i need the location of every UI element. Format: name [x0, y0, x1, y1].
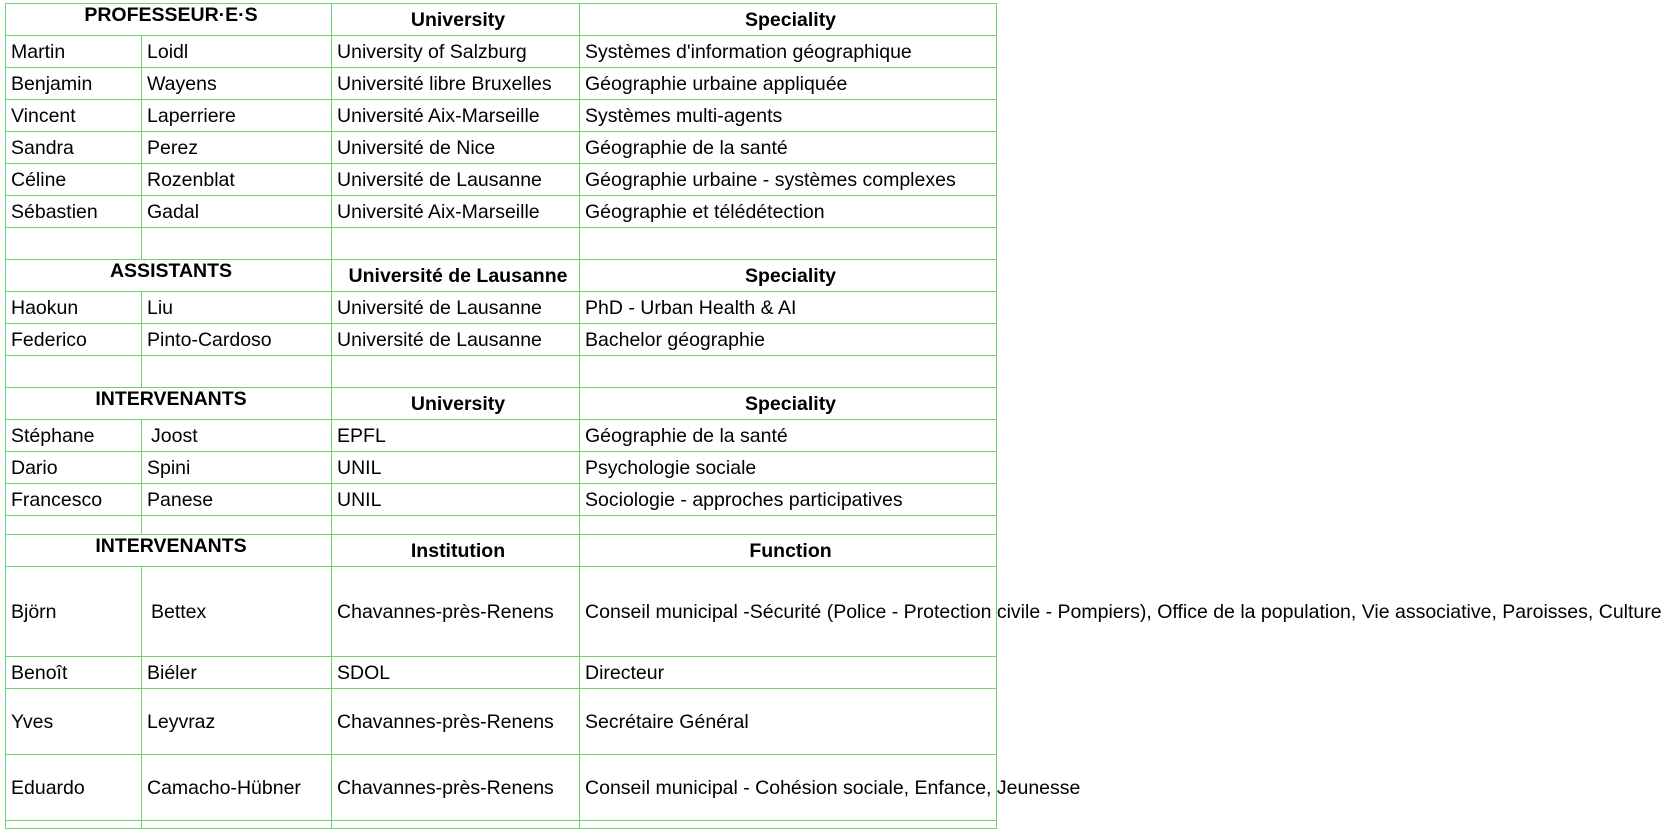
institution-cell[interactable]: Chavannes-près-Renens — [332, 689, 580, 755]
table-row — [6, 657, 997, 689]
first-name-cell[interactable]: Eduardo — [6, 755, 142, 821]
empty-cell[interactable] — [332, 516, 580, 535]
function-cell[interactable]: Conseil municipal -Sécurité (Police - Protection civile - Pompiers), Office de la population, Vie associative, Paroisses, Culture — [580, 567, 997, 657]
first-name-cell[interactable]: Sébastien — [6, 196, 142, 228]
header-cell[interactable]: Speciality — [580, 4, 997, 36]
header-cell[interactable]: Function — [580, 535, 997, 567]
institution-cell[interactable]: SDOL — [332, 657, 580, 689]
last-name-cell[interactable]: Liu — [142, 292, 332, 324]
speciality-cell[interactable]: Bachelor géographie — [580, 324, 997, 356]
table-row — [6, 164, 997, 196]
first-name-cell[interactable]: Francesco — [6, 484, 142, 516]
empty-cell[interactable] — [142, 821, 332, 829]
table-row — [6, 196, 997, 228]
empty-cell[interactable] — [580, 356, 997, 388]
university-cell[interactable]: UNIL — [332, 484, 580, 516]
section-header-row — [6, 4, 997, 36]
speciality-cell[interactable]: Géographie de la santé — [580, 420, 997, 452]
university-cell[interactable]: Université Aix-Marseille — [332, 196, 580, 228]
last-name-cell[interactable]: Biéler — [142, 657, 332, 689]
speciality-cell[interactable]: Systèmes d'information géographique — [580, 36, 997, 68]
first-name-cell[interactable]: Stéphane — [6, 420, 142, 452]
empty-cell[interactable] — [580, 516, 997, 535]
last-name-cell[interactable]: Rozenblat — [142, 164, 332, 196]
first-name-cell[interactable]: Vincent — [6, 100, 142, 132]
first-name-cell[interactable]: Sandra — [6, 132, 142, 164]
university-cell[interactable]: Université de Lausanne — [332, 164, 580, 196]
last-name-cell[interactable]: Pinto-Cardoso — [142, 324, 332, 356]
first-name-cell[interactable]: Martin — [6, 36, 142, 68]
empty-cell[interactable] — [142, 228, 332, 260]
table-row — [6, 68, 997, 100]
empty-cell[interactable] — [142, 356, 332, 388]
last-name-cell[interactable]: Panese — [142, 484, 332, 516]
header-cell[interactable]: Institution — [332, 535, 580, 567]
header-cell[interactable]: ASSISTANTS — [6, 260, 332, 292]
last-name-cell[interactable]: Leyvraz — [142, 689, 332, 755]
empty-cell[interactable] — [332, 356, 580, 388]
first-name-cell[interactable]: Haokun — [6, 292, 142, 324]
table-row — [6, 755, 997, 821]
table-row — [6, 567, 997, 657]
university-cell[interactable]: EPFL — [332, 420, 580, 452]
empty-cell[interactable] — [6, 821, 142, 829]
function-cell[interactable]: Directeur — [580, 657, 997, 689]
last-name-cell[interactable]: Laperriere — [142, 100, 332, 132]
speciality-cell[interactable]: Sociologie - approches participatives — [580, 484, 997, 516]
speciality-cell[interactable]: Systèmes multi-agents — [580, 100, 997, 132]
speciality-cell[interactable]: Géographie urbaine appliquée — [580, 68, 997, 100]
table-row — [6, 689, 997, 755]
empty-cell[interactable] — [6, 356, 142, 388]
header-cell[interactable]: University — [332, 388, 580, 420]
institution-cell[interactable]: Chavannes-près-Renens — [332, 755, 580, 821]
table-row — [6, 420, 997, 452]
spreadsheet-grid — [5, 3, 1662, 829]
last-name-cell[interactable]: Joost — [142, 420, 332, 452]
first-name-cell[interactable]: Benoît — [6, 657, 142, 689]
last-name-cell[interactable]: Loidl — [142, 36, 332, 68]
empty-row — [6, 228, 997, 260]
table-row — [6, 132, 997, 164]
table-row — [6, 484, 997, 516]
first-name-cell[interactable]: Federico — [6, 324, 142, 356]
first-name-cell[interactable]: Yves — [6, 689, 142, 755]
header-cell[interactable]: PROFESSEUR·E·S — [6, 4, 332, 36]
last-name-cell[interactable]: Spini — [142, 452, 332, 484]
empty-row — [6, 356, 997, 388]
speciality-cell[interactable]: Géographie urbaine - systèmes complexes — [580, 164, 997, 196]
university-cell[interactable]: Université libre Bruxelles — [332, 68, 580, 100]
header-cell[interactable]: INTERVENANTS — [6, 535, 332, 567]
speciality-cell[interactable]: Géographie et télédétection — [580, 196, 997, 228]
first-name-cell[interactable]: Benjamin — [6, 68, 142, 100]
university-cell[interactable]: University of Salzburg — [332, 36, 580, 68]
university-cell[interactable]: Université Aix-Marseille — [332, 100, 580, 132]
function-cell[interactable]: Secrétaire Général — [580, 689, 997, 755]
table-row — [6, 292, 997, 324]
header-cell[interactable]: University — [332, 4, 580, 36]
last-name-cell[interactable]: Camacho-Hübner — [142, 755, 332, 821]
table-row — [6, 324, 997, 356]
speciality-cell[interactable]: PhD - Urban Health & AI — [580, 292, 997, 324]
university-cell[interactable]: Université de Lausanne — [332, 292, 580, 324]
last-name-cell[interactable]: Gadal — [142, 196, 332, 228]
university-cell[interactable]: Université de Lausanne — [332, 324, 580, 356]
last-name-cell[interactable]: Wayens — [142, 68, 332, 100]
header-cell[interactable]: INTERVENANTS — [6, 388, 332, 420]
speciality-cell[interactable]: Géographie de la santé — [580, 132, 997, 164]
university-cell[interactable]: Université de Nice — [332, 132, 580, 164]
first-name-cell[interactable]: Dario — [6, 452, 142, 484]
institution-cell[interactable]: Chavannes-près-Renens — [332, 567, 580, 657]
last-name-cell[interactable]: Bettex — [142, 567, 332, 657]
table-row — [6, 36, 997, 68]
empty-row — [6, 516, 997, 535]
first-name-cell[interactable]: Björn — [6, 567, 142, 657]
first-name-cell[interactable]: Céline — [6, 164, 142, 196]
speciality-cell[interactable]: Psychologie sociale — [580, 452, 997, 484]
empty-cell[interactable] — [142, 516, 332, 535]
header-cell[interactable]: Université de Lausanne — [332, 260, 580, 292]
empty-cell[interactable] — [6, 228, 142, 260]
empty-cell[interactable] — [580, 821, 997, 829]
table-row — [6, 100, 997, 132]
table-row — [6, 452, 997, 484]
empty-cell[interactable] — [580, 228, 997, 260]
section-header-row — [6, 388, 997, 420]
empty-cell[interactable] — [332, 821, 580, 829]
last-name-cell[interactable]: Perez — [142, 132, 332, 164]
section-header-row — [6, 260, 997, 292]
header-cell[interactable]: Speciality — [580, 260, 997, 292]
function-cell[interactable]: Conseil municipal - Cohésion sociale, Enfance, Jeunesse — [580, 755, 997, 821]
section-header-row — [6, 535, 997, 567]
university-cell[interactable]: UNIL — [332, 452, 580, 484]
empty-row — [6, 821, 997, 829]
empty-cell[interactable] — [6, 516, 142, 535]
header-cell[interactable]: Speciality — [580, 388, 997, 420]
empty-cell[interactable] — [332, 228, 580, 260]
